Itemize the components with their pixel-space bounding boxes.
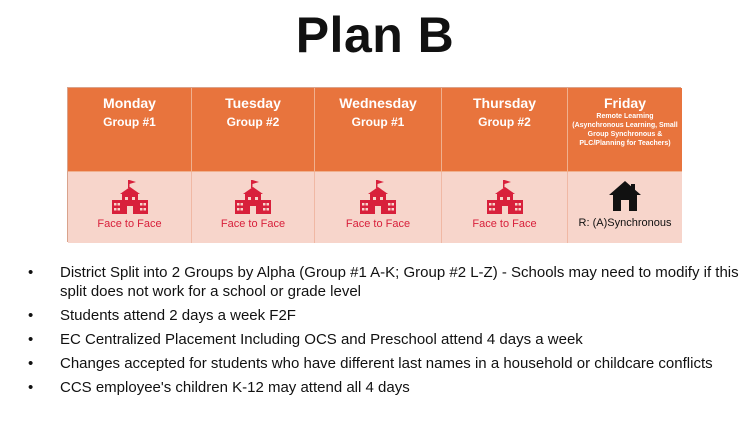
page-title: Plan B — [295, 7, 455, 63]
header-friday — [568, 88, 682, 172]
day-label: Tuesday — [225, 95, 281, 111]
list-item: • Students attend 2 days a week F2F — [24, 306, 739, 325]
cell-monday — [68, 172, 192, 243]
group-label: Group #2 — [226, 115, 280, 129]
day-label: Friday — [603, 95, 646, 111]
school-icon — [234, 179, 272, 215]
cell-tuesday — [192, 172, 315, 243]
group-label: Group #2 — [478, 115, 531, 129]
remote-learning-note: Remote Learning (Asynchronous Learning, Small Group Synchronous & PLC/Planning for Teachers) — [572, 113, 678, 147]
day-label: Wednesday — [339, 95, 417, 111]
mode-label: Face to Face — [472, 218, 537, 230]
group-label: Group #1 — [103, 115, 156, 129]
school-icon — [111, 179, 149, 215]
mode-label: Face to Face — [345, 218, 411, 230]
header-monday — [68, 88, 192, 172]
header-tuesday — [192, 88, 315, 172]
header-thursday — [442, 88, 568, 172]
list-item: • Changes accepted for students who have different last names in a household or childcare conflicts — [24, 354, 739, 373]
group-label: Group #1 — [351, 115, 405, 129]
home-icon — [607, 179, 643, 213]
cell-thursday — [442, 172, 568, 243]
day-label: Monday — [103, 95, 156, 111]
mode-label: Face to Face — [97, 218, 162, 230]
list-item: • CCS employee's children K-12 may attend all 4 days — [24, 378, 739, 397]
cell-wednesday — [315, 172, 442, 243]
mode-label: R: (A)Synchronous — [578, 217, 672, 229]
cell-friday — [568, 172, 682, 243]
mode-label: Face to Face — [220, 218, 286, 230]
bullet-list — [24, 263, 739, 402]
school-icon — [359, 179, 397, 215]
schedule-table — [67, 87, 681, 242]
day-label: Thursday — [472, 95, 536, 111]
list-item: • EC Centralized Placement Including OCS and Preschool attend 4 days a week — [24, 330, 739, 349]
school-icon — [486, 179, 524, 215]
list-item: • District Split into 2 Groups by Alpha (Group #1 A-K; Group #2 L-Z) - Schools may need to modify if this split does not work for a school or grade level — [24, 263, 739, 301]
header-wednesday — [315, 88, 442, 172]
